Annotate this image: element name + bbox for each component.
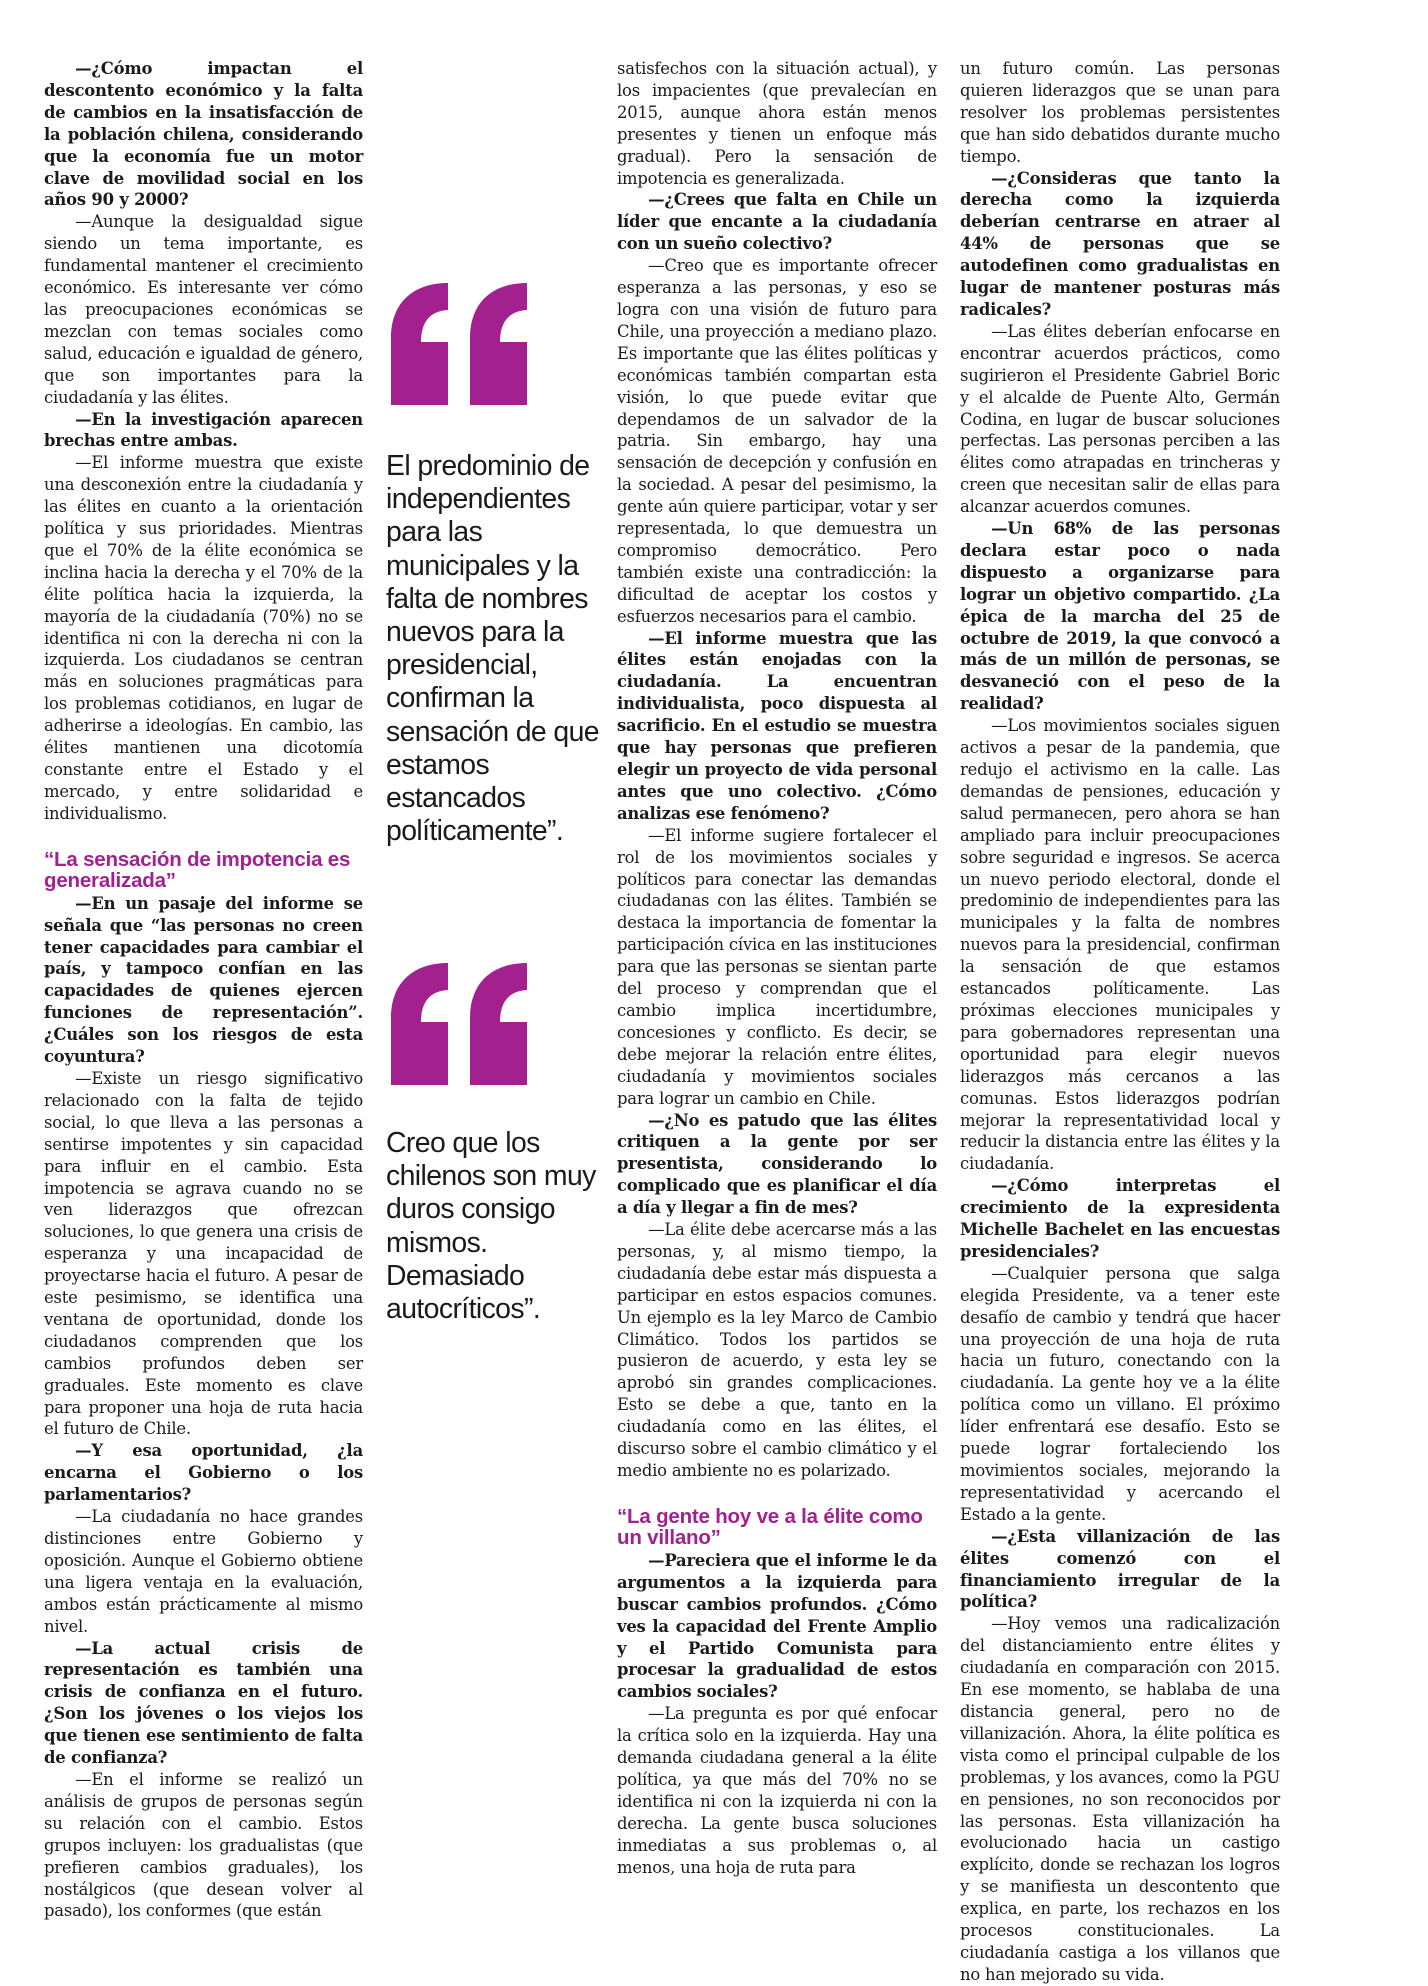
interview-answer: —La pregunta es por qué enfocar la crítica solo en la izquierda. Hay una demanda ciudadana general a la élite política, ya que más del 70% no se identifica ni con la izquierda ni con la derecha. La gente busca soluciones inmediatas a sus problemas o, al menos, una hoja de ruta para [617, 1704, 937, 1877]
interview-answer: —El informe muestra que existe una desconexión entre la ciudadanía y las élites en cuanto a la orientación política y sus prioridades. Mientras que el 70% de la élite económica se inclina hacia la derecha y el 70% de la élite política hacia la izquierda, la mayoría de la ciudadanía (70%) no se identifica ni con la derecha ni con la izquierda. Los ciudadanos se centran más en soluciones pragmáticas para los problemas cotidianos, en lugar de adherirse a ideologías. En cambio, las élites mantienen una dicotomía constante entre el Estado y el mercado, y entre solidaridad e individualismo. [44, 453, 363, 823]
interview-answer: —El informe sugiere fortalecer el rol de los movimientos sociales y políticos para conectar las demandas ciudadanas con las élites. También se destaca la importancia de fomentar la participación cívica en las instituciones para que las personas se sientan parte del proceso y comprendan que el cambio implica incertidumbre, concesiones y conflicto. Es decir, se debe mejorar la relación entre élites, ciudadanía y movimientos sociales para lograr un cambio en Chile. [617, 825, 937, 1108]
interview-answer: —Hoy vemos una radicalización del distanciamiento entre élites y ciudadanía en comparación con 2015. En ese momento, se hablaba de una distancia general, pero no de villanización. Ahora, la élite política es vista como el principal culpable de los problemas, y los avances, como la PGU en pensiones, no son reconocidos por las personas. Esta villanización ha evolucionado hacia un castigo explícito, donde se rechazan los logros y se manifiesta un descontento que explica, en parte, los rechazos en los procesos constitucionales. La ciudadanía castiga a los villanos que no han mejorado su vida. [960, 1614, 1280, 1984]
interview-answer: —Los movimientos sociales siguen activos a pesar de la pandemia, que redujo el activismo en la calle. Las demandas de pensiones, educación y salud permanecen, pero ahora se han ampliado para incluir preocupaciones sobre seguridad e ingresos. Se acerca un nuevo periodo electoral, donde el predominio de independientes para las municipales y la falta de nombres nuevos para la presidencial, confirman la sensación de que estamos estancados políticamente. Las próximas elecciones municipales y para gobernadores representan una oportunidad para elegir nuevos liderazgos más cercanos a las comunas. Estos liderazgos podrían mejorar la representatividad local y reducir la distancia entre las élites y la ciudadanía. [960, 716, 1280, 1174]
pull-quote-2: Creo que los chilenos son muy duros consigo mismos. Demasiado autocríticos”. [386, 1127, 596, 1326]
interview-question: —¿Esta villanización de las élites comenzó con el financiamiento irregular de la política? [960, 1526, 1280, 1612]
pull-quote-1: El predominio de independientes para las municipales y la falta de nombres nuevos para la presidencial, confirman la sensación de que estamos estancados políticamente”. [386, 450, 599, 848]
interview-answer: —La élite debe acercarse más a las personas, y, al mismo tiempo, la ciudadanía debe estar más dispuesta a participar en estos espacios comunes. Un ejemplo es la ley Marco de Cambio Climático. Todos los partidos se pusieron de acuerdo, y esta ley se aprobó sin grandes complicaciones. Esto se debe a que, tanto en la ciudadanía como en las élites, el discurso sobre el cambio climático y el medio ambiente no es polarizado. [617, 1220, 937, 1480]
article-column-4 [960, 58, 1280, 1986]
interview-question: —En la investigación aparecen brechas entre ambas. [44, 409, 363, 451]
interview-question: —Un 68% de las personas declara estar poco o nada dispuesto a organizarse para lograr un objetivo compartido. ¿La épica de la marcha del 25 de octubre de 2019, la que convocó a más de un millón de personas, se desvaneció con el peso de la realidad? [960, 519, 1280, 714]
left-double-quote-icon [386, 960, 536, 1090]
interview-answer: —En el informe se realizó un análisis de grupos de personas según su relación con el cambio. Estos grupos incluyen: los gradualistas (que prefieren cambios graduales), los nostálgicos (que desean volver al pasado), los conformes (que están [44, 1769, 363, 1921]
left-double-quote-icon [386, 280, 536, 410]
section-heading: “La sensación de impotencia es generalizada” [44, 847, 351, 892]
interview-question: —La actual crisis de representación es también una crisis de confianza en el futuro. ¿Son los jóvenes o los viejos los que tienen ese sentimiento de falta de confianza? [44, 1638, 363, 1768]
interview-question: —¿Crees que falta en Chile un líder que encante a la ciudadanía con un sueño colectivo? [617, 190, 937, 254]
continued-paragraph: un futuro común. Las personas quieren liderazgos que se unan para resolver los problemas persistentes que han sido debatidos durante mucho tiempo. [960, 59, 1280, 166]
section-heading: “La gente hoy ve a la élite como un villano” [617, 1504, 923, 1549]
interview-answer: —Existe un riesgo significativo relacionado con la falta de tejido social, lo que lleva a las personas a sentirse impotentes y sin capacidad para influir en el cambio. Esta impotencia se agrava cuando no se ven liderazgos que ofrezcan soluciones, lo que genera una crisis de esperanza y una incapacidad de proyectarse hacia el futuro. A pesar de este pesimismo, se identifica una ventana de oportunidad, donde los ciudadanos comprenden que los cambios profundos deben ser graduales. Este momento es clave para proponer una hoja de ruta hacia el futuro de Chile. [44, 1068, 363, 1439]
interview-question: —En un pasaje del informe se señala que “las personas no creen tener capacidades para cambiar el país, y tampoco confían en las capacidades de quienes ejercen funciones de representación”. ¿Cuáles son los riesgos de esta coyuntura? [44, 893, 363, 1067]
interview-question: —¿No es patudo que las élites critiquen a la gente por ser presentista, considerando lo complicado que es planificar el día a día y llegar a fin de mes? [617, 1110, 937, 1218]
interview-question: —¿Cómo impactan el descontento económico y la falta de cambios en la insatisfacción de la población chilena, considerando que la economía fue un motor clave de movilidad social en los años 90 y 2000? [44, 59, 363, 210]
interview-answer: —La ciudadanía no hace grandes distinciones entre Gobierno y oposición. Aunque el Gobierno obtiene una ligera ventaja en la evaluación, ambos están prácticamente al mismo nivel. [44, 1507, 363, 1636]
interview-question: —Pareciera que el informe le da argumentos a la izquierda para buscar cambios profundos. ¿Cómo ves la capacidad del Frente Amplio y el Partido Comunista para procesar la gradualidad de estos cambios sociales? [617, 1550, 937, 1702]
article-column-1 [44, 58, 363, 1922]
interview-answer: —Aunque la desigualdad sigue siendo un tema importante, es fundamental mantener el crecimiento económico. Es interesante ver cómo las preocupaciones económicas se mezclan con temas sociales como salud, educación e igualdad de género, que son importantes para la ciudadanía y las élites. [44, 212, 363, 407]
article-column-3 [617, 58, 937, 1879]
interview-question: —¿Cómo interpretas el crecimiento de la expresidenta Michelle Bachelet en las encuestas presidenciales? [960, 1176, 1280, 1261]
interview-answer: —Las élites deberían enfocarse en encontrar acuerdos prácticos, como sugirieron el Presidente Gabriel Boric y el alcalde de Puente Alto, Germán Codina, en lugar de buscar soluciones perfectas. Las personas perciben a las élites como atrapadas en trincheras y creen que necesitan salir de ellas para alcanzar acuerdos comunes. [960, 321, 1280, 517]
continued-paragraph: satisfechos con la situación actual), y los impacientes (que prevalecían en 2015, aunque ahora están menos presentes y tienen un enfoque más gradual). Pero la sensación de impotencia es generalizada. [617, 59, 937, 188]
interview-question: —Y esa oportunidad, ¿la encarna el Gobierno o los parlamentarios? [44, 1441, 363, 1505]
pull-quote-column [386, 280, 601, 1326]
interview-question: —¿Consideras que tanto la derecha como la izquierda deberían centrarse en atraer al 44% de personas que se autodefinen como gradualistas en lugar de mantener posturas más radicales? [960, 168, 1280, 319]
interview-answer: —Creo que es importante ofrecer esperanza a las personas, y eso se logra con una visión de futuro para Chile, una proyección a mediano plazo. Es importante que las élites políticas y económicas también compartan esta visión, lo que puede evitar que dependamos de un salvador de la patria. Sin embargo, hay una sensación de decepción y confusión en la sociedad. A pesar del pesimismo, la gente aún quiere participar, votar y ser representada, lo que demuestra un compromiso democrático. Pero también existe una contradicción: la dificultad de aceptar los costos y esfuerzos necesarios para el cambio. [617, 256, 937, 626]
interview-answer: —Cualquier persona que salga elegida Presidente, va a tener este desafío de cambio y tendrá que hacer una proyección de una hoja de ruta hacia un futuro, conectando con la ciudadanía. La gente hoy ve a la élite política como un villano. El próximo líder enfrentará ese desafío. Esto se puede lograr fortaleciendo los movimientos sociales, mejorando la representatividad y acercando el Estado a la gente. [960, 1263, 1280, 1524]
interview-question: —El informe muestra que las élites están enojadas con la ciudadanía. La encuentran individualista, poco dispuesta al sacrificio. En el estudio se muestra que hay personas que prefieren elegir un proyecto de vida personal antes que uno colectivo. ¿Cómo analizas ese fenómeno? [617, 628, 937, 823]
